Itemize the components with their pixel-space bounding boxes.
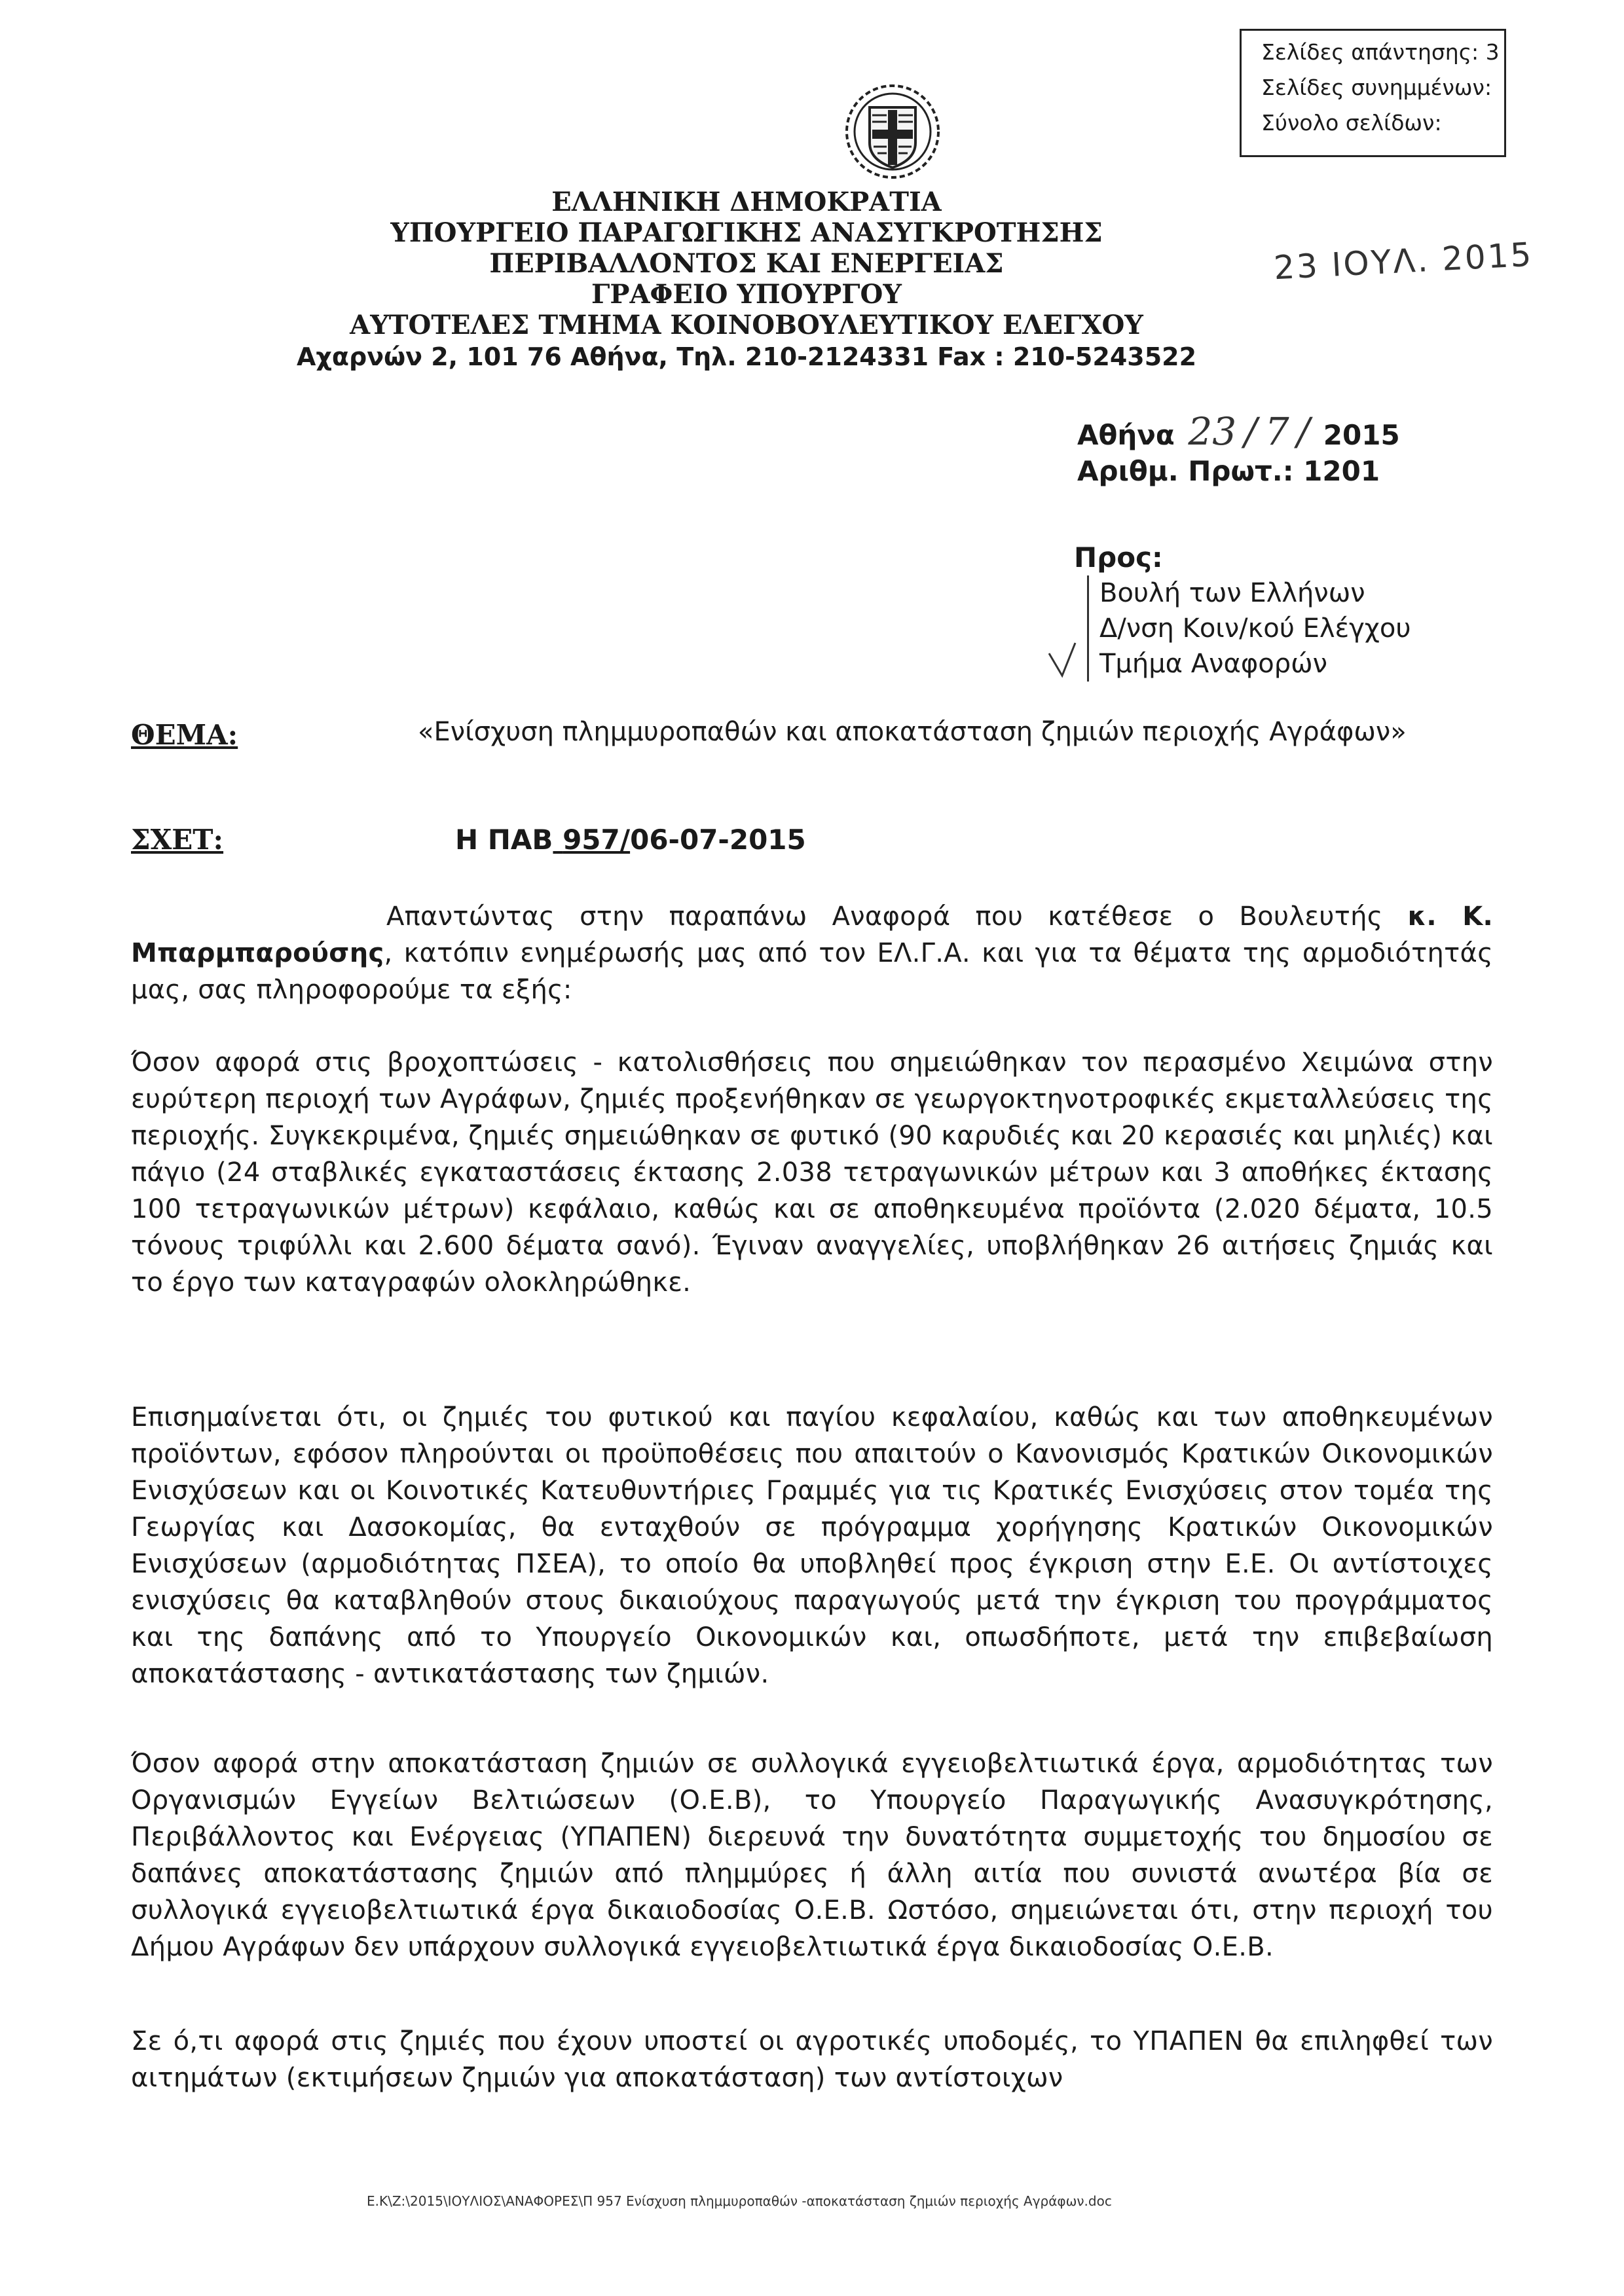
handwritten-check-icon [1046, 642, 1079, 681]
date-place: Αθήνα [1077, 419, 1175, 451]
paragraph-infrastructure: Σε ό,τι αφορά στις ζημιές που έχουν υποστεί οι αγροτικές υποδομές, το ΥΠΑΠΕΝ θα επιληφθεί των αιτημάτων (εκτιμήσεων ζημιών για αποκατάσταση) των αντίστοιχων [131, 2026, 1493, 2093]
handwritten-day: 23 [1188, 409, 1237, 454]
header-line-department: ΑΥΤΟΤΕΛΕΣ ΤΜΗΜΑ ΚΟΙΝΟΒΟΥΛΕΥΤΙΚΟΥ ΕΛΕΓΧΟΥ [350, 310, 1143, 340]
reply-pages-count: Σελίδες απάντησης: 3 [1261, 39, 1500, 65]
mp-name: κ. Κ. Μπαρμπαρούσης [131, 902, 1494, 968]
letterhead [131, 187, 1362, 373]
header-line-office: ΓΡΑΦΕΙΟ ΥΠΟΥΡΓΟΥ [591, 279, 902, 310]
total-pages-count: Σύνολο σελίδων: [1261, 110, 1442, 136]
recipient-title: Προς: [1074, 541, 1163, 574]
recipient-lines [1087, 575, 1411, 682]
reference-prefix: Η ΠΑΒ [455, 824, 553, 856]
protocol-label: Αριθμ. Πρωτ.: [1077, 455, 1294, 487]
reference-text [455, 824, 806, 856]
recipient-line: Βουλή των Ελλήνων [1099, 578, 1365, 608]
intro-text-b: , κατόπιν ενημέρωσής μας από τον ΕΛ.Γ.Α. και για τα θέματα της αρμοδιότητάς μας, σας πληροφορούμε τα εξής: [131, 938, 1493, 1005]
handwritten-month: 7 [1264, 409, 1289, 454]
recipient-line: Τμήμα Αναφορών [1099, 649, 1327, 679]
subject-text: «Ενίσχυση πλημμυροπαθών και αποκατάσταση ζημιών περιοχής Αγράφων» [418, 717, 1407, 747]
date-row: Αθήνα 23 / 7 / 2015 [1077, 409, 1400, 454]
intro-text-a: Απαντώντας στην παραπάνω Αναφορά που κατέθεσε ο Βουλευτής [386, 902, 1408, 932]
received-stamp-date: 23 ΙΟΥΛ. 2015 [1272, 235, 1534, 287]
protocol-number: 1201 [1303, 455, 1380, 487]
header-address: Αχαρνών 2, 101 76 Αθήνα, Τηλ. 210-2124331 Fax : 210-5243522 [296, 342, 1197, 371]
header-line-republic: ΕΛΛΗΝΙΚΗ ΔΗΜΟΚΡΑΤΙΑ [551, 187, 942, 217]
recipient-block [1074, 540, 1411, 682]
attached-pages-count: Σελίδες συνημμένων: [1261, 75, 1492, 100]
reference-label: ΣΧΕΤ: [131, 824, 224, 856]
header-line-ministry: ΥΠΟΥΡΓΕΙΟ ΠΑΡΑΓΩΓΙΚΗΣ ΑΝΑΣΥΓΚΡΟΤΗΣΗΣ [390, 217, 1103, 248]
paragraph-land-reclamation: Όσον αφορά στην αποκατάσταση ζημιών σε συλλογικά εγγειοβελτιωτικά έργα, αρμοδιότητας των Οργανισμών Εγγείων Βελτιώσεων (Ο.Ε.Β), το Υπουργείο Παραγωγικής Ανασυγκρότησης, Περιβάλλοντος και Ενέργειας (ΥΠΑΠΕΝ) διερευνά την δυνατότητα συμμετοχής του δημοσίου σε δαπάνες αποκατάστασης ζημιών από πλημμύρες ή άλλη αιτία που συνιστά ανωτέρα βία σε συλλογικά εγγειοβελτιωτικά έργα δικαιοδοσίας Ο.Ε.Β. Ωστόσο, σημειώνεται ότι, στην περιοχή του Δήμου Αγράφων δεν υπάρχουν συλλογικά εγγειοβελτιωτικά έργα δικαιοδοσίας Ο.Ε.Β. [131, 1749, 1493, 1962]
subject-label: ΘΕΜΑ: [131, 719, 238, 751]
reference-number: 957/ [563, 824, 631, 856]
page-count-box [1240, 29, 1506, 157]
paragraph-damages: Όσον αφορά στις βροχοπτώσεις - κατολισθήσεις που σημειώθηκαν τον περασμένο Χειμώνα στην ευρύτερη περιοχή των Αγράφων, ζημιές προξενήθηκαν σε γεωργοκτηνοτροφικές εκμεταλλεύσεις της περιοχής. Συγκεκριμένα, ζημιές σημειώθηκαν σε φυτικό (90 καρυδιές και 20 κερασιές και μηλιές) και πάγιο (24 σταβλικές εγκαταστάσεις έκτασης 2.038 τετραγωνικών μέτρων και 3 αποθήκες έκτασης 100 τετραγωνικών μέτρων) κεφάλαιο, καθώς και σε αποθηκευμένα προϊόντα (2.020 δέματα, 10.5 τόνους τριφύλλι και 2.600 δέματα σανό). Έγιναν αναγγελίες, υποβλήθηκαν 26 αιτήσεις ζημιάς και το έργο των καταγραφών ολοκληρώθηκε. [131, 1048, 1493, 1298]
date-year: 2015 [1323, 419, 1400, 451]
protocol-row [1077, 453, 1400, 489]
header-line-ministry-cont: ΠΕΡΙΒΑΛΛΟΝΤΟΣ ΚΑΙ ΕΝΕΡΓΕΙΑΣ [489, 248, 1004, 279]
recipient-line: Δ/νση Κοιν/κού Ελέγχου [1099, 613, 1411, 644]
greek-emblem-icon [843, 82, 942, 181]
paragraph-intro [131, 898, 1493, 1008]
file-path-footer: Ε.Κ\Z:\2015\ΙΟΥΛΙΟΣ\ΑΝΑΦΟΡΕΣ\Π 957 Ενίσχυση πλημμυροπαθών -αποκατάσταση ζημιών περιοχής Αγράφων.doc [367, 2193, 1112, 2209]
paragraph-subsidies: Επισημαίνεται ότι, οι ζημιές του φυτικού και παγίου κεφαλαίου, καθώς και των αποθηκευμένων προϊόντων, εφόσον πληρούνται οι προϋποθέσεις που απαιτούν ο Κανονισμός Κρατικών Οικονομικών Ενισχύσεων και οι Κοινοτικές Κατευθυντήριες Γραμμές για τις Κρατικές Ενισχύσεις στον τομέα της Γεωργίας και Δασοκομίας, θα ενταχθούν σε πρόγραμμα χορήγησης Κρατικών Οικονομικών Ενισχύσεων (αρμοδιότητας ΠΣΕΑ), το οποίο θα υποβληθεί προς έγκριση στην Ε.Ε. Οι αντίστοιχες ενισχύσεις θα καταβληθούν στους δικαιούχους παραγωγούς μετά την έγκριση του προγράμματος και της δαπάνης από το Υπουργείο Οικονομικών και, οπωσδήποτε, μετά την επιβεβαίωση αποκατάστασης - αντικατάστασης των ζημιών. [131, 1402, 1493, 1689]
date-protocol-block [1077, 409, 1400, 489]
reference-date: 06-07-2015 [630, 824, 806, 856]
